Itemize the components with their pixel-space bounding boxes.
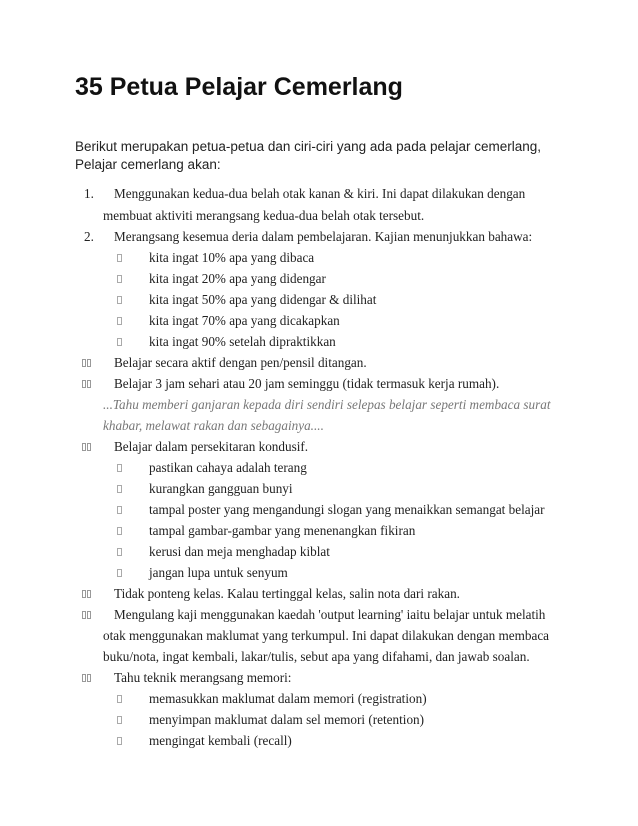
- sub-list-item: kita ingat 70% apa yang dicakapkan: [149, 313, 340, 328]
- intro-line: Pelajar cemerlang akan:: [75, 157, 221, 172]
- list-number: 1.: [84, 186, 94, 201]
- bullet-icon: [117, 527, 122, 535]
- list-item-text: Belajar secara aktif dengan pen/pensil ditangan.: [114, 355, 367, 370]
- sub-list-item: kita ingat 50% apa yang didengar & dilihat: [149, 292, 377, 307]
- bullet-icon: [82, 380, 92, 389]
- bullet-icon: [117, 716, 122, 724]
- italic-note: ...Tahu memberi ganjaran kepada diri sendiri selepas belajar seperti membaca surat: [103, 397, 551, 412]
- list-item-text: Belajar 3 jam sehari atau 20 jam seminggu (tidak termasuk kerja rumah).: [114, 376, 500, 391]
- bullet-icon: [117, 317, 122, 325]
- page-title: 35 Petua Pelajar Cemerlang: [75, 73, 403, 101]
- list-item-text: Menggunakan kedua-dua belah otak kanan & kiri. Ini dapat dilakukan dengan: [114, 186, 526, 201]
- list-item-text: otak menggunakan maklumat yang terkumpul. Ini dapat dilakukan dengan membaca: [103, 628, 550, 643]
- bullet-icon: [117, 485, 122, 493]
- sub-list-item: kurangkan gangguan bunyi: [149, 481, 293, 496]
- sub-list-item: tampal poster yang mengandungi slogan yang menaikkan semangat belajar: [149, 502, 545, 517]
- list-item-text: membuat aktiviti merangsang kedua-dua belah otak tersebut.: [103, 208, 425, 223]
- sub-list-item: kita ingat 90% setelah dipraktikkan: [149, 334, 336, 349]
- intro-paragraph: [75, 138, 575, 174]
- bullet-icon: [117, 569, 122, 577]
- bullet-icon: [117, 275, 122, 283]
- bullet-icon: [117, 548, 122, 556]
- bullet-icon: [82, 674, 92, 683]
- sub-list-item: memasukkan maklumat dalam memori (registration): [149, 691, 427, 706]
- sub-list-item: kita ingat 10% apa yang dibaca: [149, 250, 315, 265]
- list-item-text: Mengulang kaji menggunakan kaedah 'output learning' iaitu belajar untuk melatih: [114, 607, 546, 622]
- bullet-icon: [117, 695, 122, 703]
- bullet-icon: [82, 359, 92, 368]
- sub-list-item: pastikan cahaya adalah terang: [149, 460, 307, 475]
- bullet-icon: [117, 296, 122, 304]
- sub-list-item: kita ingat 20% apa yang didengar: [149, 271, 326, 286]
- sub-list-item: menyimpan maklumat dalam sel memori (retention): [149, 712, 425, 727]
- intro-line: Berikut merupakan petua-petua dan ciri-ciri yang ada pada pelajar cemerlang,: [75, 139, 542, 154]
- list-number: 2.: [84, 229, 94, 244]
- list-item-text: Tidak ponteng kelas. Kalau tertinggal kelas, salin nota dari rakan.: [114, 586, 460, 601]
- sub-list-item: kerusi dan meja menghadap kiblat: [149, 544, 330, 559]
- bullet-icon: [117, 737, 122, 745]
- list-item-text: buku/nota, ingat kembali, lakar/tulis, sebut apa yang difahami, dan jawab soalan.: [103, 649, 530, 664]
- list-item-text: Tahu teknik merangsang memori:: [114, 670, 292, 685]
- bullet-icon: [82, 443, 92, 452]
- italic-note: khabar, melawat rakan dan sebagainya....: [103, 418, 324, 433]
- sub-list-item: tampal gambar-gambar yang menenangkan fikiran: [149, 523, 416, 538]
- sub-list-item: jangan lupa untuk senyum: [149, 565, 288, 580]
- list-item-text: Merangsang kesemua deria dalam pembelajaran. Kajian menunjukkan bahawa:: [114, 229, 533, 244]
- bullet-icon: [117, 464, 122, 472]
- bullet-icon: [117, 338, 122, 346]
- bullet-icon: [82, 590, 92, 599]
- bullet-icon: [82, 611, 92, 620]
- sub-list-item: mengingat kembali (recall): [149, 733, 292, 748]
- bullet-icon: [117, 254, 122, 262]
- bullet-icon: [117, 506, 122, 514]
- list-item-text: Belajar dalam persekitaran kondusif.: [114, 439, 309, 454]
